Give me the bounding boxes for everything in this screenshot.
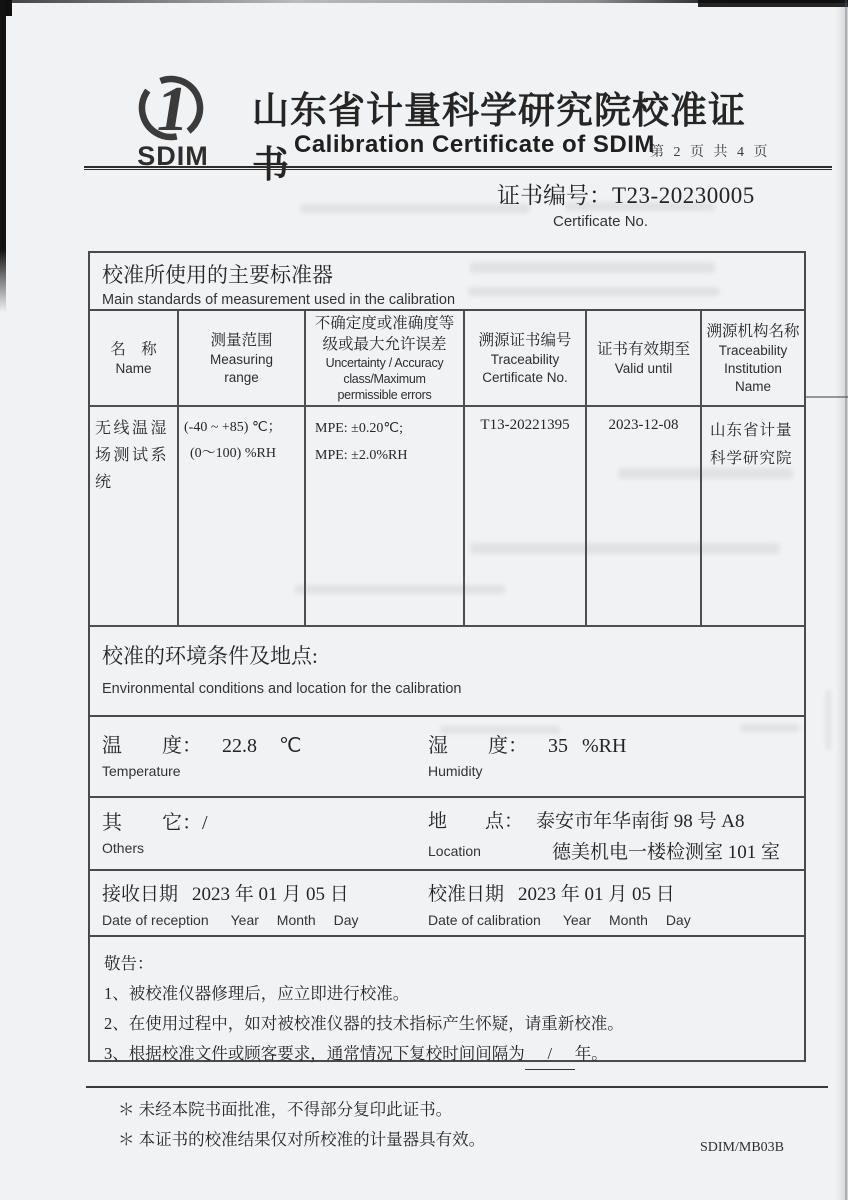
location-label-zh: 地 点： bbox=[428, 811, 524, 832]
col-header-measuring-range: 测量范围 Measuring range bbox=[178, 311, 305, 406]
svg-text:1: 1 bbox=[150, 73, 195, 144]
location-field bbox=[426, 806, 804, 869]
reception-date-field bbox=[90, 879, 426, 935]
humidity-value: 35 bbox=[548, 735, 568, 757]
cell-institution: 山东省计量科学研究院 bbox=[701, 406, 804, 626]
temperature-field bbox=[90, 729, 426, 796]
standards-table-data-row bbox=[90, 406, 804, 626]
others-location-row bbox=[90, 798, 804, 871]
standards-section-header bbox=[90, 253, 804, 311]
reception-date-label-en: Date of reception bbox=[102, 912, 209, 928]
page-number: 第 2 页 共 4 页 bbox=[650, 145, 771, 160]
reception-date-ymd: Year Month Day bbox=[230, 912, 359, 928]
others-field bbox=[90, 806, 426, 869]
notes-item-2: 2、在使用过程中，如对被校准仪器的技术指标产生怀疑，请重新校准。 bbox=[104, 1014, 624, 1033]
location-label-en: Location bbox=[428, 842, 481, 859]
certificate-number-label-en: Certificate No. bbox=[553, 213, 649, 230]
cell-mpe: MPE: ±0.20℃; MPE: ±2.0%RH bbox=[305, 406, 464, 626]
standards-title-zh: 校准所使用的主要标准器 bbox=[102, 263, 333, 287]
cell-measuring-range: (-40 ~ +85) ℃； (0～100) %RH bbox=[178, 406, 305, 626]
location-value-line1: 泰安市年华南街 98 号 A8 bbox=[536, 811, 745, 832]
environment-title-zh: 校准的环境条件及地点: bbox=[102, 644, 318, 668]
scan-edge-right-line bbox=[845, 0, 847, 1200]
others-label-zh: 其 它： bbox=[102, 812, 202, 834]
humidity-field bbox=[426, 729, 804, 796]
temperature-value: 22.8 bbox=[222, 735, 257, 757]
calibration-date-label-en: Date of calibration bbox=[428, 912, 541, 928]
footer-rule bbox=[86, 1086, 828, 1088]
certificate-title-zh: 山东省计量科学研究院校准证书 bbox=[252, 91, 746, 186]
standards-table bbox=[90, 311, 804, 627]
col-header-institution: 溯源机构名称 Traceability Institution Name bbox=[701, 311, 804, 406]
col-header-name: 名 称 Name bbox=[90, 311, 178, 406]
footer-note-2: ＊ 本证书的校准结果仅对所校准的计量器具有效。 bbox=[118, 1130, 486, 1149]
bleed-through-mark bbox=[300, 204, 530, 213]
temperature-humidity-row bbox=[90, 717, 804, 798]
certificate-number-label-zh: 证书编号： bbox=[497, 183, 612, 208]
humidity-unit: %RH bbox=[582, 735, 627, 757]
header-row-line-extension bbox=[804, 396, 848, 398]
certificate-title-en: Calibration Certificate of SDIM bbox=[294, 131, 655, 158]
calibration-date-value: 2023 年 01 月 05 日 bbox=[518, 884, 675, 905]
cell-valid-until: 2023-12-08 bbox=[586, 406, 701, 626]
reception-date-value: 2023 年 01 月 05 日 bbox=[192, 884, 349, 905]
calibration-date-field bbox=[426, 879, 804, 935]
sdim-logo bbox=[120, 68, 226, 172]
notes-item-3-blank: / bbox=[525, 1039, 575, 1070]
header-double-rule bbox=[84, 166, 832, 170]
main-content-box bbox=[88, 251, 806, 1062]
environment-title-en: Environmental conditions and location for the calibration bbox=[102, 681, 462, 697]
standards-table-header-row bbox=[90, 311, 804, 406]
humidity-label-en: Humidity bbox=[428, 763, 483, 779]
cell-traceability-no: T13-20221395 bbox=[464, 406, 586, 626]
calibration-date-label-zh: 校准日期 bbox=[428, 884, 505, 905]
dates-row bbox=[90, 871, 804, 937]
footer-note-1: ＊ 未经本院书面批准，不得部分复印此证书。 bbox=[118, 1100, 453, 1119]
certificate-number bbox=[497, 177, 755, 210]
notes-title: 敬告： bbox=[104, 954, 154, 973]
calibration-date-ymd: Year Month Day bbox=[562, 912, 691, 928]
others-value: / bbox=[202, 812, 208, 834]
footer-notes bbox=[118, 1095, 485, 1155]
reception-date-label-zh: 接收日期 bbox=[102, 884, 179, 905]
notes-item-1: 1、被校准仪器修理后，应立即进行校准。 bbox=[104, 984, 410, 1003]
notes-item-3: 3、根据校准文件或顾客要求，通常情况下复校时间间隔为 / 年。 bbox=[104, 1039, 790, 1070]
humidity-label-zh: 湿 度： bbox=[428, 735, 528, 757]
col-header-traceability-no: 溯源证书编号 Traceability Certificate No. bbox=[464, 311, 586, 406]
sdim-logo-text: SDIM bbox=[137, 141, 209, 171]
temperature-label-zh: 温 度： bbox=[102, 735, 202, 757]
others-label-en: Others bbox=[102, 840, 145, 856]
bleed-through-mark bbox=[826, 690, 831, 750]
certificate-number-value: T23-20230005 bbox=[612, 183, 755, 208]
scan-edge-top-right bbox=[698, 0, 848, 7]
temperature-label-en: Temperature bbox=[102, 763, 181, 779]
location-value-line2: 德美机电一楼检测室 101 室 bbox=[552, 842, 781, 863]
sdim-logo-icon bbox=[127, 68, 219, 148]
temperature-unit: ℃ bbox=[279, 735, 302, 757]
scan-edge-left bbox=[0, 0, 6, 312]
notes-section bbox=[90, 937, 804, 1070]
cell-standard-name: 无线温湿场测试系统 bbox=[90, 406, 178, 626]
form-code: SDIM/MB03B bbox=[700, 1140, 785, 1155]
standards-title-en: Main standards of measurement used in the calibration bbox=[102, 292, 456, 308]
environment-section-header bbox=[90, 627, 804, 717]
col-header-valid-until: 证书有效期至 Valid until bbox=[586, 311, 701, 406]
col-header-uncertainty: 不确定度或准确度等 级或最大允许误差 Uncertainty / Accuracy class/Maximum permissible errors bbox=[305, 311, 464, 406]
